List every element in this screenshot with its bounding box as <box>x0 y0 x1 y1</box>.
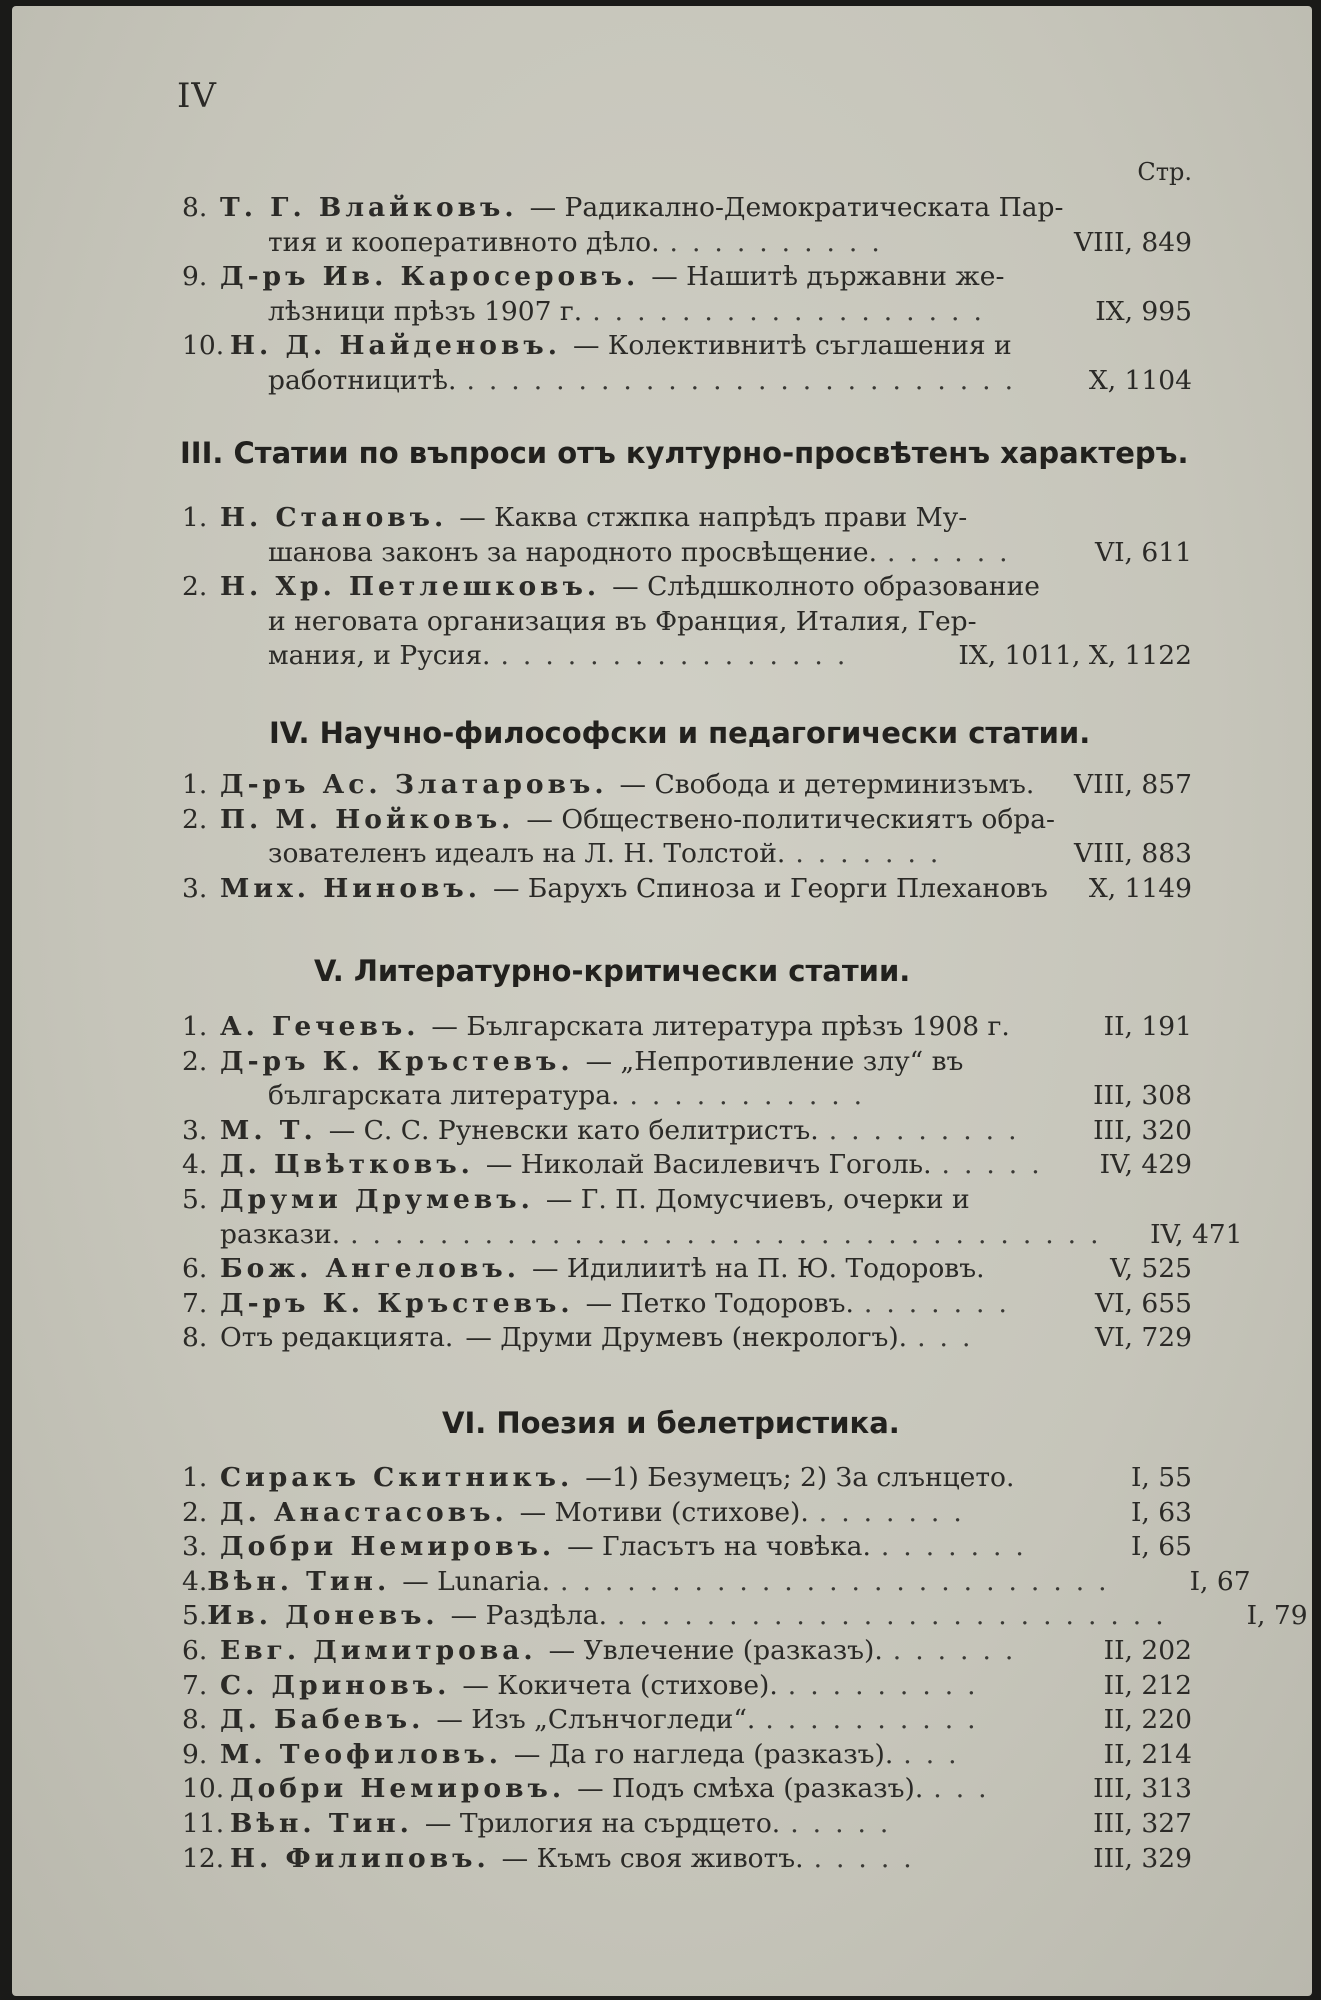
entry-title: — Да го нагледа (разказъ). <box>513 1738 894 1770</box>
entry-title: — Николай Василевичъ Гоголь. <box>485 1149 932 1181</box>
entry-title-cont: работницитѣ. <box>268 364 457 396</box>
entry-ref: X, 1104 <box>1088 364 1192 396</box>
entry-ref: I, 67 <box>1189 1565 1251 1597</box>
section-heading-3: III. Статии по въпроси отъ културно-просвѣтенъ характеръ. <box>180 436 1189 470</box>
entry-author: Отъ редакцията. <box>220 1322 454 1354</box>
entry-title: — С. С. Руневски като белитристъ. <box>328 1114 819 1146</box>
entry-ref: I, 63 <box>1130 1496 1192 1528</box>
entry-title-cont: тия и кооперативното дѣло. <box>268 226 660 258</box>
entry-title: — Идилиитѣ на П. Ю. Тодоровъ. <box>531 1253 985 1285</box>
entry-author: Евг. Димитрова. <box>220 1634 537 1666</box>
entry-ref: IX, 995 <box>1095 295 1192 327</box>
entry-title-cont: мания, и Русия. <box>268 640 491 672</box>
section-5-entries <box>182 1010 1243 1356</box>
toc-entry: 12. Н. Филиповъ. — Къмъ своя животъ. ..... III, 329 <box>182 1842 1192 1877</box>
entry-author: Добри Немировъ. <box>220 1531 556 1563</box>
section-heading-5: V. Литературно-критически статии. <box>314 954 911 988</box>
entry-author: Д-ръ К. Кръстевъ. <box>220 1287 574 1319</box>
toc-entry: 1. Сиракъ Скитникъ. —1) Безумецъ; 2) За слънцето. I, 55 <box>182 1461 1192 1496</box>
entry-ref: II, 202 <box>1103 1634 1192 1666</box>
entry-title: — Къмъ своя животъ. <box>501 1842 804 1874</box>
section-6-entries <box>182 1461 1308 1876</box>
toc-entry: 1. А. Гечевъ. — Българската литература прѣзъ 1908 г. II, 191 <box>182 1010 1192 1045</box>
toc-entry: 7. С. Дриновъ. — Кокичета (стихове). ......... II, 212 <box>182 1669 1192 1704</box>
entry-author: Добри Немировъ. <box>230 1773 566 1805</box>
toc-entry: 1. Н. Становъ. — Каква стжпка напрѣдъ прави Му- шанова законъ за народното просвѣщение. ...... VI, 611 <box>182 501 1192 570</box>
entry-title-cont: разкази. <box>220 1218 341 1250</box>
toc-entry: 8. Д. Бабевъ. — Изъ „Слънчогледи“. .......... II, 220 <box>182 1703 1192 1738</box>
entry-author: Д-ръ Ив. Каросеровъ. <box>220 261 640 293</box>
entry-author: Друми Друмевъ. <box>220 1183 534 1215</box>
entry-ref: III, 308 <box>1093 1080 1192 1112</box>
entry-title: — Раздѣла. <box>450 1600 608 1632</box>
entry-title: — Слѣдшколното образование <box>612 571 1040 603</box>
entry-title: — Гласътъ на човѣка. <box>567 1531 871 1563</box>
toc-entry: 9. М. Теофиловъ. — Да го нагледа (разказъ). ... II, 214 <box>182 1738 1192 1773</box>
entry-title: — Г. П. Домусчиевъ, очерки и <box>545 1183 970 1215</box>
entry-title-cont: и неговата организация въ Франция, Италия, Гер- <box>268 605 977 637</box>
toc-entry: 3. Мих. Ниновъ. — Барухъ Спиноза и Георги Плехановъ X, 1149 <box>182 872 1192 907</box>
entry-title: — Колективнитѣ съглашения и <box>572 330 1012 362</box>
entry-author: Т. Г. Влайковъ. <box>220 192 518 223</box>
entry-ref: III, 327 <box>1093 1807 1192 1839</box>
entry-ref: I, 55 <box>1130 1462 1192 1493</box>
entry-author: Вѣн. Тин. <box>207 1565 391 1597</box>
toc-entry: 1. Д-ръ Ас. Златаровъ. — Свобода и детерминизъмъ. VIII, 857 <box>182 768 1192 803</box>
toc-entry: 2. Д-ръ К. Кръстевъ. — „Непротивление злу“ въ българската литература. ........... III, 308 <box>182 1045 1192 1114</box>
section-3-entries <box>182 501 1192 674</box>
toc-entry: 3. Добри Немировъ. — Гласътъ на човѣка. ....... I, 65 <box>182 1530 1192 1565</box>
entry-title: — Мотиви (стихове). <box>519 1496 809 1528</box>
entry-ref: VIII, 849 <box>1074 226 1192 258</box>
entry-title: — Кокичета (стихове). <box>462 1669 778 1701</box>
entry-ref: VI, 611 <box>1094 536 1192 568</box>
entry-author: Вѣн. Тин. <box>230 1807 413 1839</box>
entry-ref: IV, 471 <box>1150 1218 1243 1250</box>
section-heading-6: VI. Поезия и белетристика. <box>442 1406 900 1440</box>
toc-entry: 3. М. Т. — С. С. Руневски като белитристъ. ......... III, 320 <box>182 1114 1192 1149</box>
entry-title-cont: лѣзници прѣзъ 1907 г. <box>268 295 583 327</box>
entry-ref: II, 191 <box>1103 1011 1192 1042</box>
entry-ref: VIII, 857 <box>1074 769 1192 800</box>
entry-ref: V, 525 <box>1110 1253 1192 1285</box>
entry-title-cont: зователенъ идеалъ на Л. Н. Толстой. <box>268 838 786 870</box>
toc-entry: 6. Евг. Димитрова. — Увлечение (разказъ). ...... II, 202 <box>182 1634 1192 1669</box>
entry-ref: X, 1149 <box>1088 872 1192 904</box>
toc-entry: 8. Т. Г. Влайковъ. — Радикално-Демократическата Пар- тия и кооперативното дѣло. .......... VIII, 849 <box>182 191 1192 260</box>
entry-ref: VI, 729 <box>1094 1322 1192 1354</box>
entry-author: Ив. Доневъ. <box>207 1600 439 1632</box>
entry-author: Мих. Ниновъ. <box>220 872 481 904</box>
toc-entry: 9. Д-ръ Ив. Каросеровъ. — Нашитѣ държавни же- лѣзници прѣзъ 1907 г. .................. IX, 995 <box>182 260 1192 329</box>
entry-title: — Lunaria. <box>402 1565 551 1597</box>
book-page <box>12 6 1312 1996</box>
entry-author: Н. Филиповъ. <box>230 1842 490 1874</box>
section-4-entries <box>182 768 1192 906</box>
entry-ref: IV, 429 <box>1099 1149 1192 1181</box>
entry-ref: II, 214 <box>1103 1738 1192 1770</box>
entry-title: — Обществено-политическиятъ обра- <box>526 803 1056 835</box>
entry-author: М. Т. <box>220 1114 317 1146</box>
entry-author: Д-ръ К. Кръстевъ. <box>220 1045 574 1077</box>
entry-ref: III, 320 <box>1093 1114 1192 1146</box>
entry-author: С. Дриновъ. <box>220 1669 451 1701</box>
entry-author: Д. Цвѣтковъ. <box>220 1149 474 1181</box>
entry-ref: II, 220 <box>1103 1704 1192 1736</box>
toc-entry: 5. Ив. Доневъ. — Раздѣла. ......................... I, 79 <box>182 1599 1192 1634</box>
entry-ref: VIII, 883 <box>1074 838 1192 870</box>
toc-entry: 11. Вѣн. Тин. — Трилогия на сърдцето. ..... III, 327 <box>182 1807 1192 1842</box>
entry-title: — Барухъ Спиноза и Георги Плехановъ <box>492 872 1048 904</box>
entry-title: — Друми Друмевъ (некрологъ). <box>465 1322 908 1354</box>
section-top-entries <box>182 191 1192 399</box>
entry-author: Н. Д. Найденовъ. <box>230 330 561 362</box>
entry-title: — Радикално-Демократическата Пар- <box>529 192 1064 223</box>
entry-ref: II, 212 <box>1103 1669 1192 1701</box>
entry-author: П. М. Нойковъ. <box>220 803 515 835</box>
entry-title: — Българската литература прѣзъ 1908 г. <box>431 1011 1010 1042</box>
toc-entry: 2. Н. Хр. Петлешковъ. — Слѣдшколното образование и неговата организация въ Франция, Италия, Гер- мания, и Русия. ................ IX, 1011, X, 1122 <box>182 570 1192 674</box>
entry-ref: VI, 655 <box>1094 1287 1192 1319</box>
toc-entry: 2. Д. Анастасовъ. — Мотиви (стихове). ....... I, 63 <box>182 1496 1192 1531</box>
entry-author: Сиракъ Скитникъ. <box>220 1462 574 1493</box>
entry-ref: III, 313 <box>1093 1773 1192 1805</box>
entry-author: А. Гечевъ. <box>220 1011 420 1042</box>
toc-entry: 10. Добри Немировъ. — Подъ смѣха (разказъ). ... III, 313 <box>182 1772 1192 1807</box>
entry-title: — Каква стжпка напрѣдъ прави Му- <box>459 502 968 533</box>
entry-title: — Нашитѣ държавни же- <box>651 261 1005 293</box>
entry-title: — Увлечение (разказъ). <box>548 1634 883 1666</box>
entry-author: Д. Бабевъ. <box>220 1704 425 1736</box>
entry-ref: III, 329 <box>1093 1842 1192 1874</box>
entry-title: — „Непротивление злу“ въ <box>585 1045 964 1077</box>
toc-entry: 7. Д-ръ К. Кръстевъ. — Петко Тодоровъ. ....... VI, 655 <box>182 1287 1192 1322</box>
entry-ref: I, 79 <box>1246 1600 1308 1632</box>
entry-author: Д-ръ Ас. Златаровъ. <box>220 769 608 800</box>
entry-title-cont: българската литература. <box>268 1080 620 1112</box>
entry-ref: I, 65 <box>1130 1531 1192 1563</box>
toc-entry: 5. Друми Друмевъ. — Г. П. Домусчиевъ, очерки и разкази. .................................. IV, 471 <box>182 1183 1192 1252</box>
entry-title: — Трилогия на сърдцето. <box>424 1807 781 1839</box>
entry-title: — Изъ „Слънчогледи“. <box>436 1704 756 1736</box>
entry-title: — Свобода и детерминизъмъ. <box>619 769 1035 800</box>
toc-entry: 4. Вѣн. Тин. — Lunaria. ......................... I, 67 <box>182 1565 1192 1600</box>
entry-author: М. Теофиловъ. <box>220 1738 502 1770</box>
entry-title-cont: шанова законъ за народното просвѣщение. <box>268 536 878 568</box>
toc-entry: 4. Д. Цвѣтковъ. — Николай Василевичъ Гоголь. ..... IV, 429 <box>182 1148 1192 1183</box>
entry-title: —1) Безумецъ; 2) За слънцето. <box>585 1462 1015 1493</box>
entry-ref: IX, 1011, X, 1122 <box>958 640 1192 672</box>
entry-author: Н. Хр. Петлешковъ. <box>220 571 601 603</box>
toc-entry: 8. Отъ редакцията. — Друми Друмевъ (некрологъ). ... VI, 729 <box>182 1321 1192 1356</box>
entry-author: Д. Анастасовъ. <box>220 1496 508 1528</box>
entry-title: — Петко Тодоровъ. <box>585 1287 854 1319</box>
entry-title: — Подъ смѣха (разказъ). <box>577 1773 924 1805</box>
entry-author: Н. Становъ. <box>220 502 448 533</box>
toc-entry: 2. П. М. Нойковъ. — Обществено-политическиятъ обра- зователенъ идеалъ на Л. Н. Толстой. ....... VIII, 883 <box>182 803 1192 872</box>
column-label: Стр. <box>1137 158 1192 186</box>
entry-author: Бож. Ангеловъ. <box>220 1253 520 1285</box>
section-heading-4: IV. Научно-философски и педагогически статии. <box>269 716 1091 750</box>
toc-entry: 10. Н. Д. Найденовъ. — Колективнитѣ съглашения и работницитѣ. ......................... X, 1104 <box>182 329 1192 398</box>
toc-entry: 6. Бож. Ангеловъ. — Идилиитѣ на П. Ю. Тодоровъ. V, 525 <box>182 1252 1192 1287</box>
page-number: IV <box>177 76 217 116</box>
